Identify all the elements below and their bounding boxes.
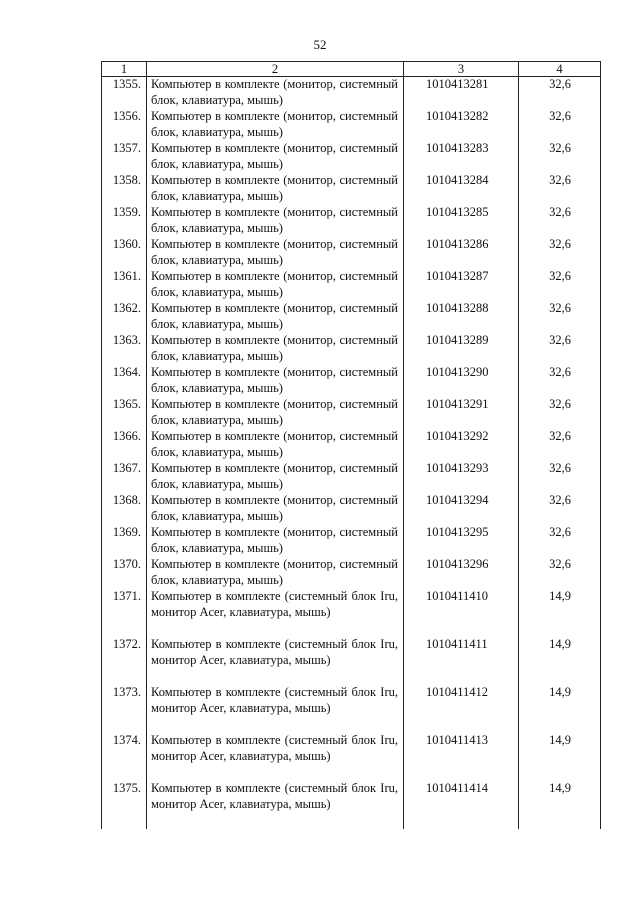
item-name: Компьютер в комплекте (монитор, системный блок, клавиатура, мышь): [147, 109, 404, 141]
inventory-number: 1010413283: [404, 141, 519, 173]
row-number: 1371.: [102, 589, 147, 637]
row-number: 1358.: [102, 173, 147, 205]
inventory-number: 1010413296: [404, 557, 519, 589]
page-number: 52: [313, 37, 327, 52]
table-row: [102, 397, 601, 429]
row-number: 1359.: [102, 205, 147, 237]
item-value: 32,6: [519, 301, 601, 333]
inventory-number: 1010413287: [404, 269, 519, 301]
item-name: Компьютер в комплекте (монитор, системный блок, клавиатура, мышь): [147, 429, 404, 461]
row-number: 1373.: [102, 685, 147, 733]
row-number: 1357.: [102, 141, 147, 173]
item-value: 32,6: [519, 557, 601, 589]
item-name: Компьютер в комплекте (монитор, системный блок, клавиатура, мышь): [147, 493, 404, 525]
inventory-number: 1010413284: [404, 173, 519, 205]
item-name: Компьютер в комплекте (монитор, системный блок, клавиатура, мышь): [147, 237, 404, 269]
header-col-3: 3: [404, 62, 519, 77]
item-value: 32,6: [519, 109, 601, 141]
item-name: Компьютер в комплекте (системный блок Iru, монитор Acer, клавиатура, мышь): [147, 685, 404, 733]
inventory-number: 1010413295: [404, 525, 519, 557]
table-row: [102, 109, 601, 141]
table-row: [102, 589, 601, 637]
inventory-number: 1010411413: [404, 733, 519, 781]
item-name: Компьютер в комплекте (монитор, системный блок, клавиатура, мышь): [147, 269, 404, 301]
item-value: 32,6: [519, 397, 601, 429]
item-value: 32,6: [519, 365, 601, 397]
row-number: 1375.: [102, 781, 147, 829]
inventory-number: 1010413290: [404, 365, 519, 397]
item-name: Компьютер в комплекте (монитор, системный блок, клавиатура, мышь): [147, 77, 404, 110]
table-row: [102, 141, 601, 173]
table-header: [102, 62, 601, 77]
table-row: [102, 685, 601, 733]
item-name: Компьютер в комплекте (монитор, системный блок, клавиатура, мышь): [147, 141, 404, 173]
item-value: 32,6: [519, 333, 601, 365]
row-number: 1356.: [102, 109, 147, 141]
item-name: Компьютер в комплекте (системный блок Iru, монитор Acer, клавиатура, мышь): [147, 781, 404, 829]
inventory-number: 1010413288: [404, 301, 519, 333]
row-number: 1355.: [102, 77, 147, 110]
table-row: [102, 733, 601, 781]
row-number: 1366.: [102, 429, 147, 461]
item-value: 32,6: [519, 525, 601, 557]
inventory-number: 1010411412: [404, 685, 519, 733]
item-value: 32,6: [519, 141, 601, 173]
item-value: 32,6: [519, 269, 601, 301]
inventory-number: 1010413293: [404, 461, 519, 493]
header-col-4: 4: [519, 62, 601, 77]
table-row: [102, 237, 601, 269]
item-name: Компьютер в комплекте (монитор, системный блок, клавиатура, мышь): [147, 397, 404, 429]
table-row: [102, 493, 601, 525]
item-value: 14,9: [519, 685, 601, 733]
item-name: Компьютер в комплекте (монитор, системный блок, клавиатура, мышь): [147, 333, 404, 365]
inventory-number: 1010411411: [404, 637, 519, 685]
header-row: [102, 62, 601, 77]
row-number: 1369.: [102, 525, 147, 557]
inventory-table: [101, 61, 601, 829]
inventory-number: 1010413286: [404, 237, 519, 269]
item-value: 32,6: [519, 205, 601, 237]
inventory-number: 1010411410: [404, 589, 519, 637]
item-name: Компьютер в комплекте (системный блок Iru, монитор Acer, клавиатура, мышь): [147, 589, 404, 637]
inventory-number: 1010413291: [404, 397, 519, 429]
inventory-number: 1010413289: [404, 333, 519, 365]
row-number: 1372.: [102, 637, 147, 685]
row-number: 1368.: [102, 493, 147, 525]
item-value: 14,9: [519, 733, 601, 781]
table-row: [102, 637, 601, 685]
item-name: Компьютер в комплекте (монитор, системный блок, клавиатура, мышь): [147, 365, 404, 397]
table-row: [102, 365, 601, 397]
table-row: [102, 781, 601, 829]
item-name: Компьютер в комплекте (системный блок Iru, монитор Acer, клавиатура, мышь): [147, 733, 404, 781]
item-value: 32,6: [519, 429, 601, 461]
table-row: [102, 205, 601, 237]
row-number: 1360.: [102, 237, 147, 269]
item-name: Компьютер в комплекте (монитор, системный блок, клавиатура, мышь): [147, 205, 404, 237]
item-name: Компьютер в комплекте (монитор, системный блок, клавиатура, мышь): [147, 301, 404, 333]
table-row: [102, 333, 601, 365]
row-number: 1363.: [102, 333, 147, 365]
item-value: 32,6: [519, 173, 601, 205]
header-col-2: 2: [147, 62, 404, 77]
item-name: Компьютер в комплекте (системный блок Iru, монитор Acer, клавиатура, мышь): [147, 637, 404, 685]
item-value: 14,9: [519, 589, 601, 637]
item-name: Компьютер в комплекте (монитор, системный блок, клавиатура, мышь): [147, 525, 404, 557]
header-col-1: 1: [102, 62, 147, 77]
item-value: 32,6: [519, 493, 601, 525]
table-row: [102, 269, 601, 301]
item-name: Компьютер в комплекте (монитор, системный блок, клавиатура, мышь): [147, 461, 404, 493]
row-number: 1361.: [102, 269, 147, 301]
table-row: [102, 173, 601, 205]
table-row: [102, 461, 601, 493]
row-number: 1370.: [102, 557, 147, 589]
row-number: 1367.: [102, 461, 147, 493]
table-row: [102, 525, 601, 557]
inventory-number: 1010413285: [404, 205, 519, 237]
row-number: 1365.: [102, 397, 147, 429]
item-value: 32,6: [519, 461, 601, 493]
item-name: Компьютер в комплекте (монитор, системный блок, клавиатура, мышь): [147, 173, 404, 205]
item-value: 32,6: [519, 237, 601, 269]
inventory-number: 1010413292: [404, 429, 519, 461]
table-row: [102, 301, 601, 333]
row-number: 1364.: [102, 365, 147, 397]
table-row: [102, 77, 601, 110]
item-value: 14,9: [519, 781, 601, 829]
item-value: 32,6: [519, 77, 601, 110]
inventory-number: 1010411414: [404, 781, 519, 829]
item-name: Компьютер в комплекте (монитор, системный блок, клавиатура, мышь): [147, 557, 404, 589]
table-body: [102, 77, 601, 830]
inventory-number: 1010413282: [404, 109, 519, 141]
item-value: 14,9: [519, 637, 601, 685]
row-number: 1374.: [102, 733, 147, 781]
inventory-number: 1010413281: [404, 77, 519, 110]
row-number: 1362.: [102, 301, 147, 333]
table-row: [102, 429, 601, 461]
inventory-number: 1010413294: [404, 493, 519, 525]
table-row: [102, 557, 601, 589]
